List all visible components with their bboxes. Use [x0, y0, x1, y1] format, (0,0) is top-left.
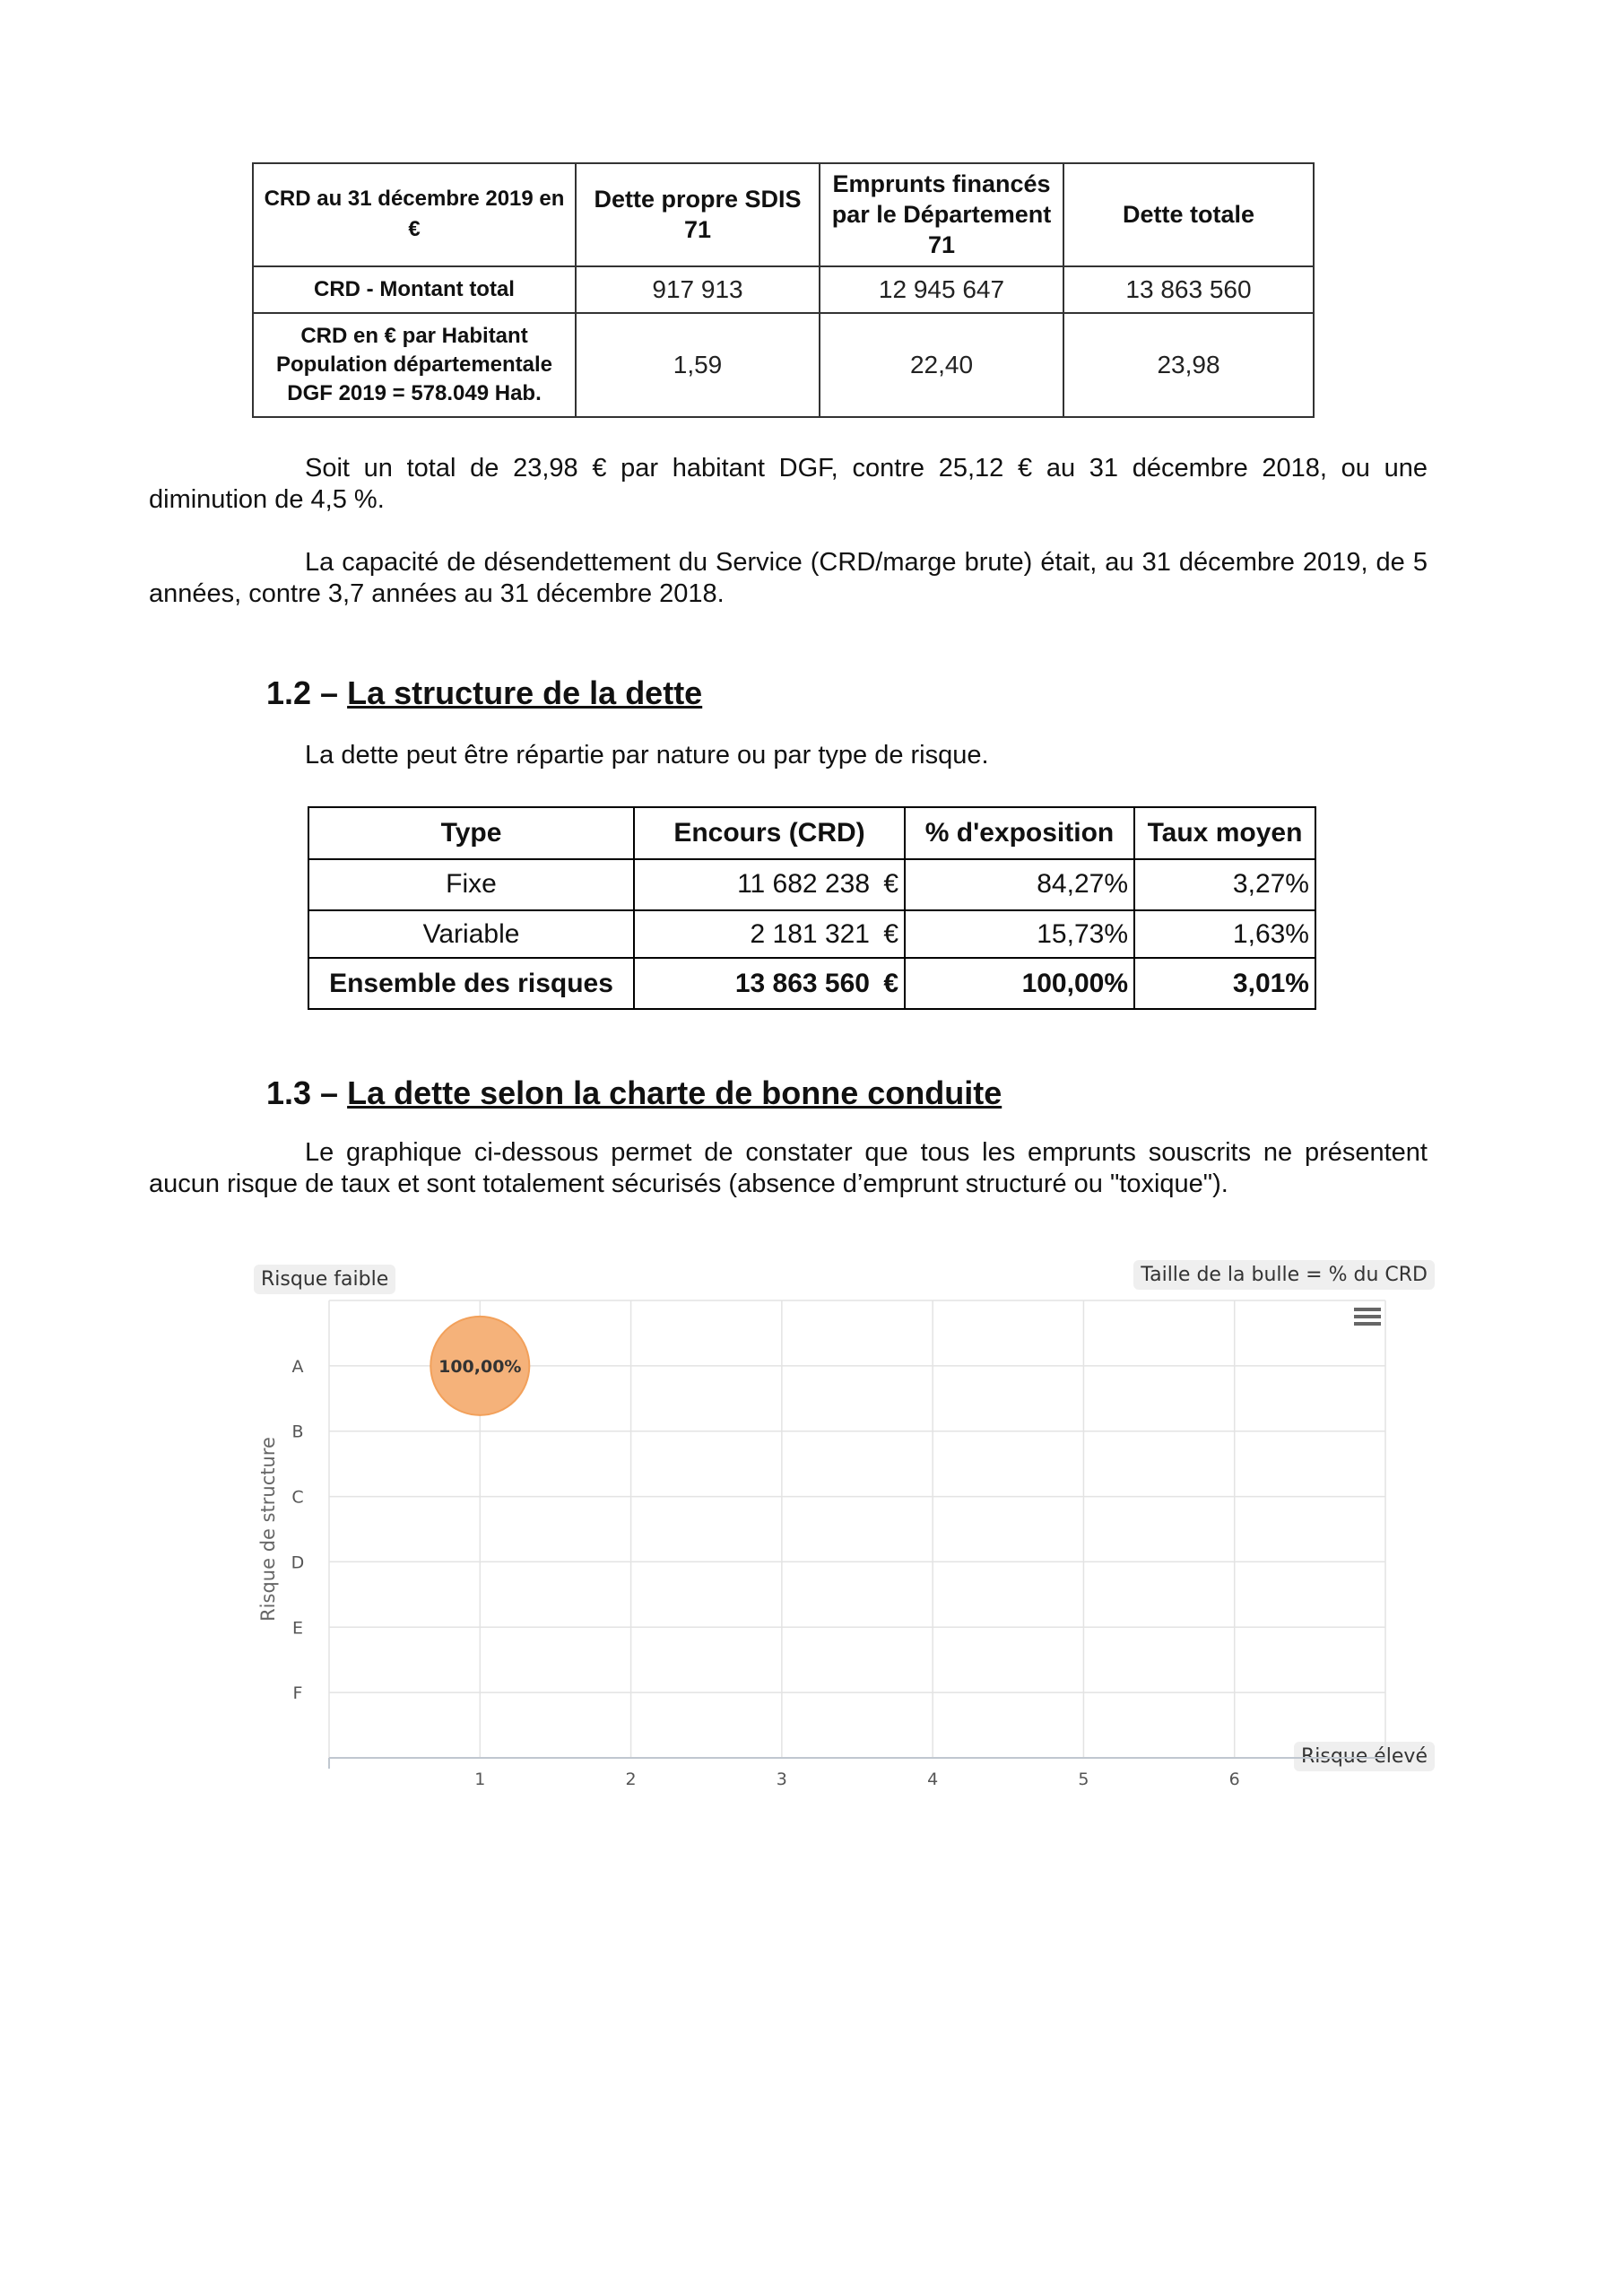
currency-symbol: €: [883, 918, 898, 949]
x-tick-label: 3: [776, 1770, 787, 1789]
chart-plot: [251, 1260, 1435, 1798]
paragraph-desendettement: La capacité de désendettement du Service (CRD/marge brute) était, au 31 décembre 2019, de 5 années, contre 3,7 années au 31 décembre 2018.: [149, 548, 1428, 608]
cell-value: 1,59: [576, 313, 820, 417]
crd-header-total: Dette totale: [1063, 163, 1314, 266]
cell-value: 13 863 560: [1063, 266, 1314, 313]
row-label: CRD en € par Habitant Population départementale DGF 2019 = 578.049 Hab.: [253, 313, 576, 417]
table-row: [253, 266, 1314, 313]
cell-value: 12 945 647: [820, 266, 1063, 313]
crd-table: [252, 162, 1315, 418]
y-tick-label: D: [291, 1552, 305, 1573]
y-tick-label: F: [292, 1683, 303, 1704]
currency-symbol: €: [883, 968, 898, 998]
y-tick-label: C: [291, 1487, 304, 1508]
bubble-label: 100,00%: [438, 1356, 522, 1377]
y-tick-label: E: [291, 1618, 304, 1639]
encours-cell: 2 181 321: [750, 918, 870, 949]
row-label: CRD - Montant total: [253, 266, 576, 313]
table-row: [308, 910, 1315, 958]
x-tick-label: 4: [927, 1770, 939, 1789]
paragraph-charte: Le graphique ci-dessous permet de constater que tous les emprunts souscrits ne présentent aucun risque de taux et sont totalement sécurisés (absence d’emprunt structuré ou "toxique").: [149, 1138, 1428, 1198]
crd-header-label: CRD au 31 décembre 2019 en €: [253, 163, 576, 266]
type-cell: Ensemble des risques: [308, 958, 634, 1009]
header-taux: Taux moyen: [1134, 807, 1315, 859]
paragraph-per-habitant: Soit un total de 23,98 € par habitant DGF, contre 25,12 € au 31 décembre 2018, ou une diminution de 4,5 %.: [149, 454, 1428, 514]
header-exposition: % d'exposition: [905, 807, 1134, 859]
cell-value: 917 913: [576, 266, 820, 313]
encours-cell: 13 863 560: [734, 968, 870, 998]
type-cell: Fixe: [308, 859, 634, 911]
risk-low-label: Risque faible: [254, 1265, 395, 1294]
x-tick-label: 6: [1228, 1770, 1240, 1789]
taux-cell: 3,01%: [1134, 958, 1315, 1009]
risk-table-header: [308, 807, 1315, 859]
exposition-cell: 15,73%: [905, 910, 1134, 958]
risk-bubble-chart: [251, 1260, 1435, 1798]
risk-table: [308, 806, 1316, 1010]
y-tick-label: B: [291, 1422, 304, 1442]
y-axis-title: Risque de structure: [257, 1437, 279, 1622]
hamburger-menu-icon[interactable]: [1354, 1308, 1381, 1326]
exposition-cell: 100,00%: [905, 958, 1134, 1009]
table-row-total: [308, 958, 1315, 1009]
crd-table-header: [253, 163, 1314, 266]
cell-value: 23,98: [1063, 313, 1314, 417]
header-encours: Encours (CRD): [634, 807, 905, 859]
table-row: [253, 313, 1314, 417]
currency-symbol: €: [883, 869, 898, 900]
taux-cell: 1,63%: [1134, 910, 1315, 958]
crd-header-departement: Emprunts financés par le Département 71: [820, 163, 1063, 266]
section-title: La structure de la dette: [347, 674, 703, 711]
section-title: La dette selon la charte de bonne conduite: [347, 1074, 1002, 1111]
section-number: 1.2 –: [266, 674, 339, 711]
y-tick-label: A: [291, 1356, 304, 1377]
section-heading-1-2: [266, 674, 702, 712]
x-tick-label: 5: [1078, 1770, 1089, 1789]
type-cell: Variable: [308, 910, 634, 958]
x-tick-label: 1: [474, 1770, 486, 1789]
paragraph-structure: La dette peut être répartie par nature ou par type de risque.: [305, 741, 989, 770]
table-row: [308, 859, 1315, 911]
section-heading-1-3: [266, 1074, 1002, 1112]
exposition-cell: 84,27%: [905, 859, 1134, 911]
cell-value: 22,40: [820, 313, 1063, 417]
crd-header-sdis: Dette propre SDIS 71: [576, 163, 820, 266]
taux-cell: 3,27%: [1134, 859, 1315, 911]
header-type: Type: [308, 807, 634, 859]
x-tick-label: 2: [625, 1770, 637, 1789]
section-number: 1.3 –: [266, 1074, 339, 1111]
bubble-size-legend: Taille de la bulle = % du CRD: [1133, 1260, 1435, 1290]
encours-cell: 11 682 238: [737, 869, 870, 900]
risk-high-label: Risque élevé: [1294, 1742, 1435, 1771]
